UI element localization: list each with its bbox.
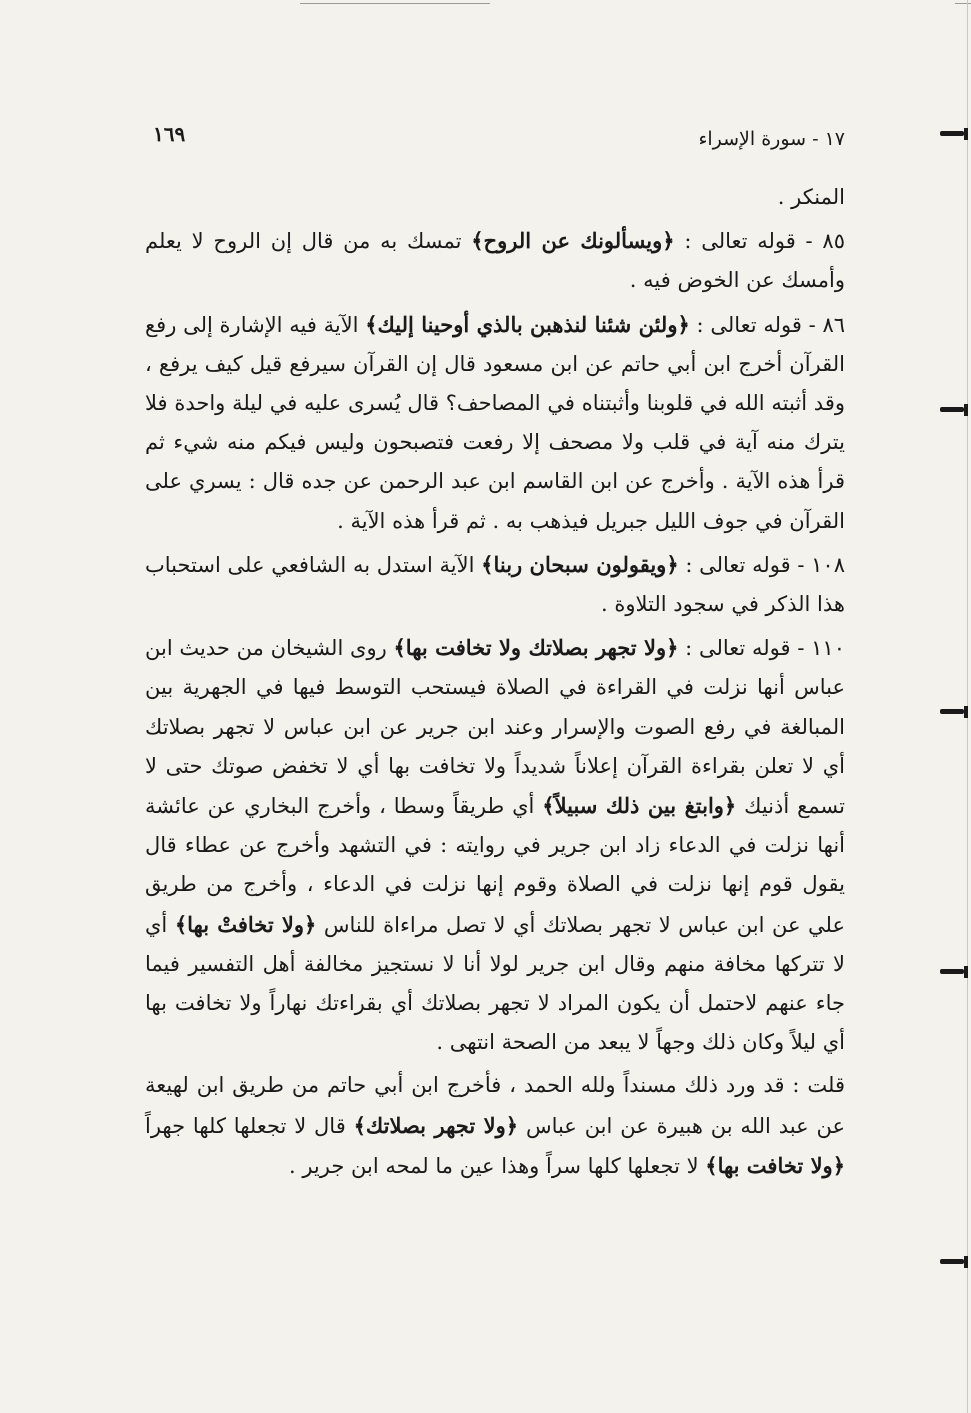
binding-mark [940,1256,971,1266]
quran-quote: ﴿ويقولون سبحان ربنا﴾ [481,551,679,577]
text-run: قال لا تجعلها كلها جهراً [145,1113,354,1138]
quran-quote: ﴿ولا تخافت بها﴾ [705,1152,845,1178]
text-run: ١٠٨ - قوله تعالى : [678,552,845,577]
text-run: تمسك به من قال إن الروح لا يعلم وأمسك عن الخوض فيه . [145,229,845,293]
text-run: أي طريقاً وسطا ، وأخرج البخاري عن عائشة أنها نزلت في الدعاء زاد ابن جرير في روايته : في التشهد وأخرج عن عطاء قال يقول قوم إنها نزلت في الصلاة وقوم إنها نزلت في الدعاء ، وأخرج من طريق علي عن ابن عباس لا تجهر بصلاتك أي لا تصل مراءاة للناس [145,794,846,937]
paragraph [145,178,845,217]
quran-quote: ﴿ولئن شئنا لنذهبن بالذي أوحينا إليك﴾ [365,311,690,337]
text-run: الآية استدل به الشافعي على استحباب هذا الذكر في سجود التلاوة . [145,552,845,617]
binding-mark [940,128,971,138]
text-run: ٨٥ - قوله تعالى : [674,229,845,254]
text-run: ٨٦ - قوله تعالى : [689,312,845,337]
text-run: لا تجعلها كلها سراً وهذا عين ما لمحه ابن جرير . [288,1153,706,1178]
text-run: قلت : قد ورد ذلك مسنداً ولله الحمد ، فأخرج ابن أبي حاتم من طريق ابن لهيعة عن عبد الله بن هبيرة عن ابن عباس [145,1073,845,1138]
paragraph [145,1066,845,1186]
text-run: ١١٠ - قوله تعالى : [678,636,845,661]
paragraph [145,305,845,541]
text-run: روى الشيخان من حديث ابن عباس أنها نزلت في القراءة في الصلاة فيستحب التوسط فيها في الجهرية بين المبالغة في رفع الصوت والإسرار وعند ابن جرير عن ابن عباس لا تجهر بصلاتك أي لا تعلن بقراءة القرآن إعلاناً شديداً ولا تخافت بها أي لا تخفض صوتك حتى لا تسمع أذنيك [145,636,846,819]
quran-quote: ﴿ويسألونك عن الروح﴾ [471,228,675,254]
page-number: ١٦٩ [153,122,186,146]
body-text [145,178,845,1186]
paragraph [145,628,845,1062]
binding-mark [940,706,971,716]
text-run: الآية فيه الإشارة إلى رفع القرآن أخرج ابن أبي حاتم عن ابن مسعود قال إن القرآن سيرفع قيل كيف يرفع ، وقد أثبته الله في قلوبنا وأثبتناه في المصاحف؟ قال يُسرى عليه في ليلة واحدة فلا يترك منه آية في قلب ولا مصحف إلا رفعت فتصبحون وليس فيكم منه شيء ثم قرأ هذه الآية . وأخرج عن ابن القاسم ابن عبد الرحمن عن جده قال : يسري على القرآن في جوف الليل جبريل فيذهب به . ثم قرأ هذه الآية . [145,312,845,533]
paragraph [145,221,845,300]
quran-quote: ﴿ولا تجهر بصلاتك﴾ [353,1112,519,1138]
scan-top-rule-right [955,3,971,4]
text-run: المنكر . [777,185,845,209]
text-run: أي لا تتركها مخافة منهم وقال ابن جرير لولا أنا لا نستجيز مخالفة أهل التفسير فيما جاء عنهم لاحتمل أن يكون المراد لا تجهر بصلاتك أي بقراءتك نهاراً ولا تخافت بها أي ليلاً وكان ذلك وجهاً لا يبعد من الصحة انتهى . [145,912,845,1055]
paragraph [145,545,845,624]
running-title: ١٧ - سورة الإسراء [698,128,845,150]
binding-mark [940,966,971,976]
quran-quote: ﴿وابتغ بين ذلك سبيلاً﴾ [542,793,737,819]
page-header [145,122,845,162]
quran-quote: ﴿ولا تجهر بصلاتك ولا تخافت بها﴾ [393,635,679,661]
binding-mark [940,404,971,414]
scan-top-rule [300,3,490,4]
quran-quote: ﴿ولا تخافتْ بها﴾ [174,911,317,937]
